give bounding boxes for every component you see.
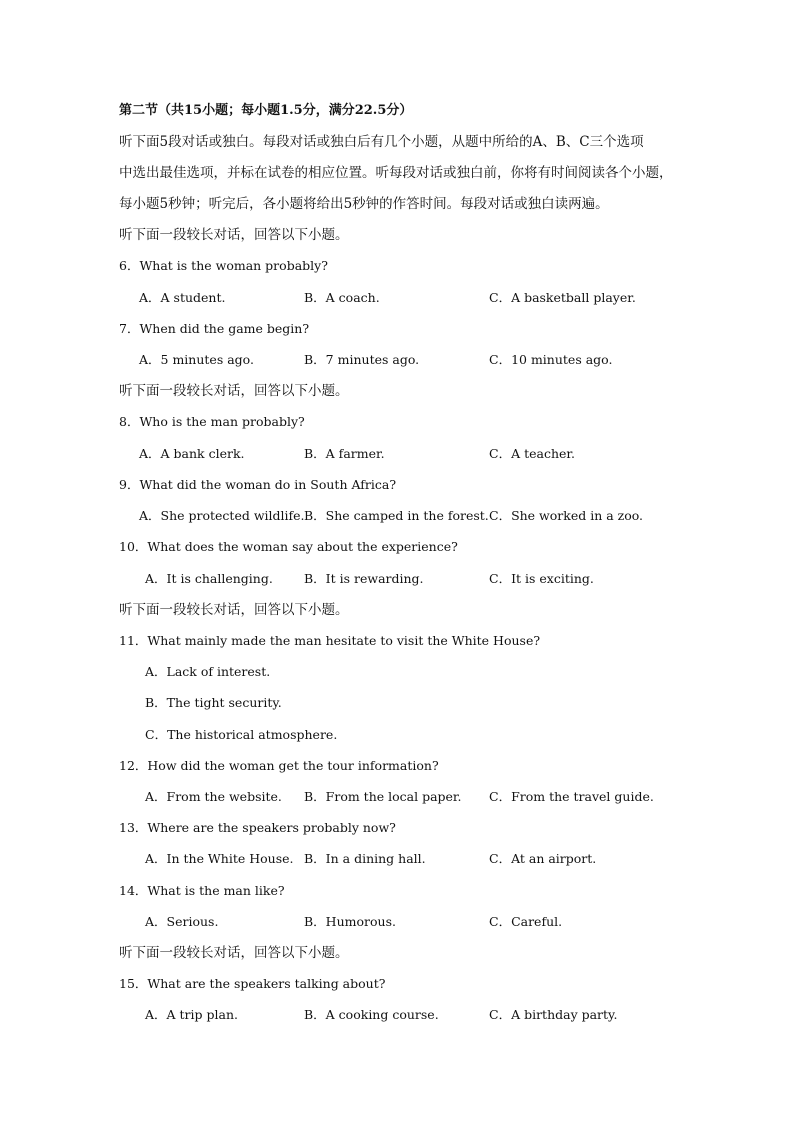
question-7-option-a: A．5 minutes ago.: [139, 352, 254, 367]
question-9-option-c: C．She worked in a zoo.: [489, 508, 644, 523]
question-12-stem: 12．How did the woman get the tour information?: [119, 758, 439, 773]
question-10-option-a: A．It is challenging.: [145, 571, 273, 586]
question-6-stem: 6．What is the woman probably?: [119, 258, 328, 273]
question-8-stem: 8．Who is the man probably?: [119, 414, 305, 429]
question-13-option-a: A．In the White House.: [145, 851, 294, 866]
question-13-stem: 13．Where are the speakers probably now?: [119, 820, 396, 835]
question-8-option-c: C．A teacher.: [489, 446, 575, 461]
question-9-option-b: B．She camped in the forest.: [304, 508, 489, 523]
question-11-stem: 11．What mainly made the man hesitate to visit the White House?: [119, 633, 541, 648]
question-7-stem: 7．When did the game begin?: [119, 321, 310, 336]
intro-line-1: 听下面5段对话或独白。每段对话或独白后有几个小题，从题中所给的A、B、C三个选项: [119, 134, 644, 150]
question-7-option-c: C．10 minutes ago.: [489, 352, 613, 367]
section-title: 第二节（共15小题；每小题1.5分，满分22.5分）: [119, 103, 413, 118]
question-15-option-c: C．A birthday party.: [489, 1007, 618, 1022]
question-11-option-b: B．The tight security.: [145, 695, 282, 710]
question-14-option-b: B．Humorous.: [304, 914, 396, 929]
question-14-option-a: A．Serious.: [145, 914, 219, 929]
question-6-option-b: B．A coach.: [304, 290, 380, 305]
question-11-option-c: C．The historical atmosphere.: [145, 727, 338, 742]
instruction-long-dialogue-2: 听下面一段较长对话，回答以下小题。: [119, 383, 349, 399]
question-10-option-c: C．It is exciting.: [489, 571, 594, 586]
question-8-option-a: A．A bank clerk.: [139, 446, 245, 461]
question-12-option-b: B．From the local paper.: [304, 789, 462, 804]
question-14-stem: 14．What is the man like?: [119, 883, 285, 898]
instruction-long-dialogue-4: 听下面一段较长对话，回答以下小题。: [119, 945, 349, 961]
question-10-stem: 10．What does the woman say about the experience?: [119, 539, 458, 554]
instruction-long-dialogue-3: 听下面一段较长对话，回答以下小题。: [119, 602, 349, 618]
question-13-option-b: B．In a dining hall.: [304, 851, 426, 866]
instruction-long-dialogue: 听下面一段较长对话，回答以下小题。: [119, 227, 349, 243]
question-15-option-b: B．A cooking course.: [304, 1007, 439, 1022]
question-8-option-b: B．A farmer.: [304, 446, 385, 461]
question-7-option-b: B．7 minutes ago.: [304, 352, 420, 367]
question-11-option-a: A．Lack of interest.: [145, 664, 271, 679]
question-10-option-b: B．It is rewarding.: [304, 571, 424, 586]
question-15-stem: 15．What are the speakers talking about?: [119, 976, 386, 991]
question-12-option-c: C．From the travel guide.: [489, 789, 654, 804]
question-12-option-a: A．From the website.: [145, 789, 282, 804]
question-15-option-a: A．A trip plan.: [145, 1007, 238, 1022]
intro-line-2: 中选出最佳选项，并标在试卷的相应位置。听每段对话或独白前，你将有时间阅读各个小题，: [119, 165, 673, 181]
question-6-option-c: C．A basketball player.: [489, 290, 636, 305]
question-13-option-c: C．At an airport.: [489, 851, 597, 866]
question-14-option-c: C．Careful.: [489, 914, 563, 929]
intro-line-3: 每小题5秒钟；听完后，各小题将给出5秒钟的作答时间。每段对话或独白读两遍。: [119, 196, 609, 212]
question-6-option-a: A．A student.: [139, 290, 226, 305]
question-9-option-a: A．She protected wildlife.: [139, 508, 305, 523]
question-9-stem: 9．What did the woman do in South Africa?: [119, 477, 397, 492]
